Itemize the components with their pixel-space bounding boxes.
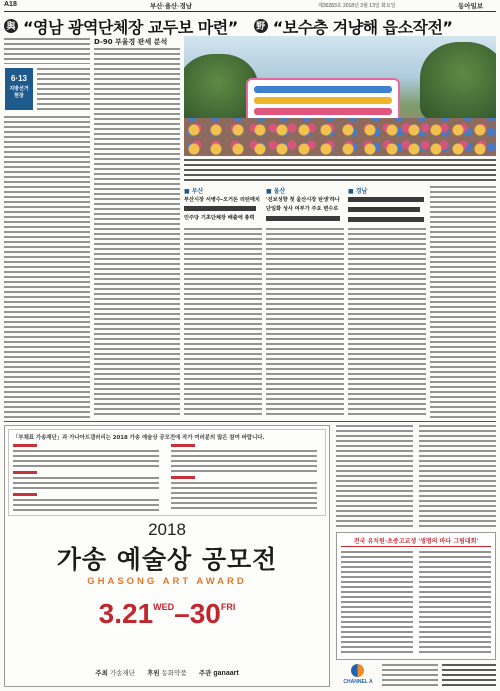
main-headline (4, 15, 496, 37)
notice-rule (341, 546, 491, 547)
news-photo (184, 36, 496, 156)
ad-heading-bar (171, 444, 195, 447)
notice-text-right (419, 551, 491, 655)
article-kicker: D-90 부울경 판세 분석 (94, 38, 168, 46)
opposition-party-badge: 野 (254, 19, 268, 33)
ad-text (171, 450, 317, 473)
ad-heading-bar (171, 476, 195, 479)
ad-title: 가송 예술상 공모전 (56, 545, 278, 574)
ad-text (171, 482, 317, 510)
ruling-party-badge: 與 (4, 19, 18, 33)
article-body-col1-top (4, 38, 90, 64)
art-award-ad (4, 425, 330, 687)
page-number: A18 (4, 1, 17, 8)
sponsor-label: 후원 (147, 669, 160, 677)
section-headline-line (184, 206, 256, 211)
section-busan (184, 186, 262, 418)
ad-end-day: FRI (220, 602, 236, 612)
section-headline-line (348, 217, 424, 222)
ad-info-left (13, 444, 161, 512)
ad-text (13, 499, 159, 512)
section-headline: '진보성향 첫 울산시장 탄생'하나 (266, 197, 340, 203)
section-label: ■ 부산 (184, 188, 204, 195)
section-body (348, 228, 426, 418)
ad-year: 2018 (148, 520, 186, 539)
photo-caption (184, 159, 496, 181)
section-ulsan (266, 186, 344, 418)
paper-name: 동아일보 (458, 3, 484, 10)
organizer-label: 주관 (198, 669, 212, 677)
host-name: 가송재단 (109, 669, 135, 677)
ad-intro: 「부채표 가송재단」과 가나아트갤러리는 2018 가송 예술상 공모전에 작가 여러분의 많은 참여 바랍니다. (13, 435, 265, 441)
article-body-lower-left (336, 425, 413, 528)
ad-text (13, 477, 159, 490)
article-body-lower-right (419, 425, 496, 528)
article-body-col1 (4, 116, 90, 418)
article-body-col1-side (37, 68, 90, 112)
article-body-col2 (94, 48, 180, 418)
photo-crowd (184, 118, 496, 156)
section-label: ■ 울산 (266, 188, 286, 195)
ad-start-date: 3.21 (98, 598, 154, 629)
badge-date: 6·13 (10, 74, 27, 83)
section-headline: 단일화 성사 여부가 주요 변수로 (266, 206, 339, 212)
channel-logo-icon (351, 664, 364, 677)
organizer-logo: ganaart (213, 670, 239, 677)
badge-label: 지방선거 현장 (9, 86, 29, 99)
section-headline: 민주당 기초단체장 배출에 총력 (184, 215, 255, 221)
drawing-contest-notice (336, 532, 496, 660)
section-headline-line (348, 197, 424, 202)
ad-heading-bar (13, 471, 37, 474)
sponsor-name: 동화약품 (161, 669, 187, 677)
section-body (266, 228, 344, 418)
program-schedule (442, 664, 496, 688)
section-headline-line (348, 207, 420, 212)
election-badge (5, 68, 33, 110)
banner-stripe (254, 97, 392, 104)
photo-tree-right (420, 42, 496, 122)
issue-date: 제30283호 2018년 3월 13일 화요일 (318, 3, 396, 9)
section-title: 부산·울산·경남 (150, 3, 193, 10)
channel-info (382, 664, 438, 688)
headline-left: “영남 광역단체장 교두보 마련” (23, 17, 238, 37)
ad-sponsors (5, 668, 329, 677)
banner-stripe (254, 86, 392, 93)
article-body-col6 (430, 186, 496, 418)
ad-info-box (8, 429, 326, 516)
headline-right: “보수층 겨냥해 읍소작전” (272, 17, 453, 37)
channel-logo-text: CHANNEL A (343, 679, 373, 685)
masthead-rule (4, 11, 496, 12)
channel-logo (338, 664, 378, 688)
ad-heading-bar (13, 444, 37, 447)
banner-stripe (254, 108, 392, 115)
ad-start-day: WED (153, 602, 175, 612)
ad-title-english: GHASONG ART AWARD (87, 576, 247, 587)
ad-text (13, 450, 159, 468)
notice-title: 전국 유치원·초중고교생 '생명의 바다 그림대회' (353, 538, 479, 545)
section-label: ■ 경남 (348, 188, 368, 195)
ad-end-date: –30 (174, 598, 221, 629)
ad-heading-bar (13, 493, 37, 496)
section-gyeongnam (348, 186, 426, 418)
section-body (184, 228, 262, 418)
ad-dates (5, 598, 329, 630)
ad-info-right (171, 444, 319, 512)
section-headline: 부산시장 서병수-오거돈 리턴매치 (184, 197, 260, 203)
host-label: 주최 (95, 669, 108, 677)
notice-text-left (341, 551, 413, 655)
section-headline-line (266, 216, 340, 221)
page-divider (4, 421, 496, 422)
